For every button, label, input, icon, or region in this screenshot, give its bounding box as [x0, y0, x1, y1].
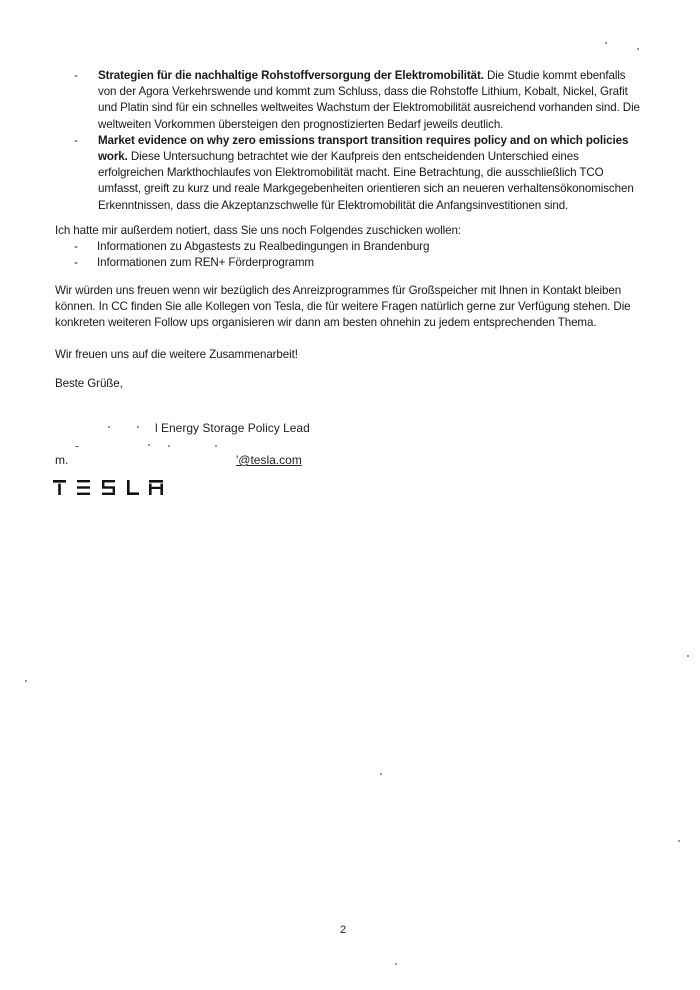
paragraph-noted: Ich hatte mir außerdem notiert, dass Sie uns noch Folgendes zuschicken wollen: — [55, 224, 461, 237]
topic-bullet-raw-materials — [60, 68, 640, 133]
redaction-residue — [215, 445, 217, 447]
redaction-residue — [168, 445, 170, 447]
scan-speck — [605, 42, 607, 44]
bullet-text: Diese Untersuchung betrachtet wie der Kaufpreis den entscheidenden Unterschied eines erfolgreichen Markthochlaufes von Elektromobilität macht. Eine Betrachtung, die ausschließlich TCO umfasst, greift zu kurz und reale Markgegebenheiten orientieren sich an neueren verhaltensökonomischen Erkenntnissen, dass die Akzeptanzschwelle für Elektromobilität die Anfangsinvestitionen sind. — [98, 150, 634, 212]
scan-speck — [687, 655, 689, 657]
page-number: 2 — [340, 924, 347, 936]
signature-role: l Energy Storage Policy Lead — [155, 421, 310, 435]
requested-item-text: Informationen zum REN+ Förderprogramm — [97, 256, 314, 270]
paragraph-incentive-program: Wir würden uns freuen wenn wir bezüglich des Anreizprogrammes für Großspeicher mit Ihnen in Kontakt bleiben können. In CC finden Sie alle Kollegen von Tesla, die für weitere Fragen natürlich gerne zur Verfügung stehen. Die konkreten weiteren Follow ups organisieren wir dann am besten ohnehin zu jedem entsprechenden Thema. — [55, 284, 631, 330]
requested-items-list — [55, 239, 615, 271]
scan-speck — [25, 680, 27, 682]
bullet-marker: - — [74, 69, 78, 82]
signature-email-link[interactable]: '@tesla.com — [236, 453, 302, 467]
bullet-marker: - — [74, 133, 78, 147]
scan-speck — [380, 773, 382, 775]
scan-speck — [637, 48, 639, 50]
bullet-text: Die Studie kommt ebenfalls von der Agora Verkehrswende und kommt zum Schluss, dass die Rohstoffe Lithium, Kobalt, Nickel, Grafit und Platin sind für ein schnelles weltweites Wachstum der Elektromobilität ausreichend vorhanden sind. Die weltweiten Vorkommen übersteigen den prognostizierten Bedarf jeweils deutlich. — [98, 69, 640, 131]
paragraph-cooperation: Wir freuen uns auf die weitere Zusammenarbeit! — [55, 348, 298, 361]
bullet-title: Market evidence on why zero emissions transport transition requires policy and on which policies work. — [98, 133, 629, 164]
bullet-marker: - — [74, 240, 78, 253]
requested-item-text: Informationen zu Abgastests zu Realbedingungen in Brandenburg — [97, 240, 430, 253]
scan-speck — [395, 963, 397, 965]
topic-bullet-market-evidence — [60, 133, 640, 214]
bullet-title: Strategien für die nachhaltige Rohstoffversorgung der Elektromobilität. — [98, 69, 484, 82]
requested-item-ren-plus — [55, 255, 615, 271]
signature-phone-prefix: m. — [55, 453, 69, 467]
redaction-residue — [75, 446, 79, 447]
topic-bullet-list — [60, 68, 640, 214]
tesla-logo — [53, 480, 163, 495]
redaction-residue — [108, 426, 110, 428]
closing-greeting: Beste Grüße, — [55, 377, 123, 390]
redaction-residue — [148, 444, 150, 446]
redaction-residue — [137, 426, 139, 428]
scan-speck — [678, 840, 680, 842]
requested-item-emission-tests — [55, 239, 615, 255]
bullet-marker: - — [74, 256, 78, 270]
